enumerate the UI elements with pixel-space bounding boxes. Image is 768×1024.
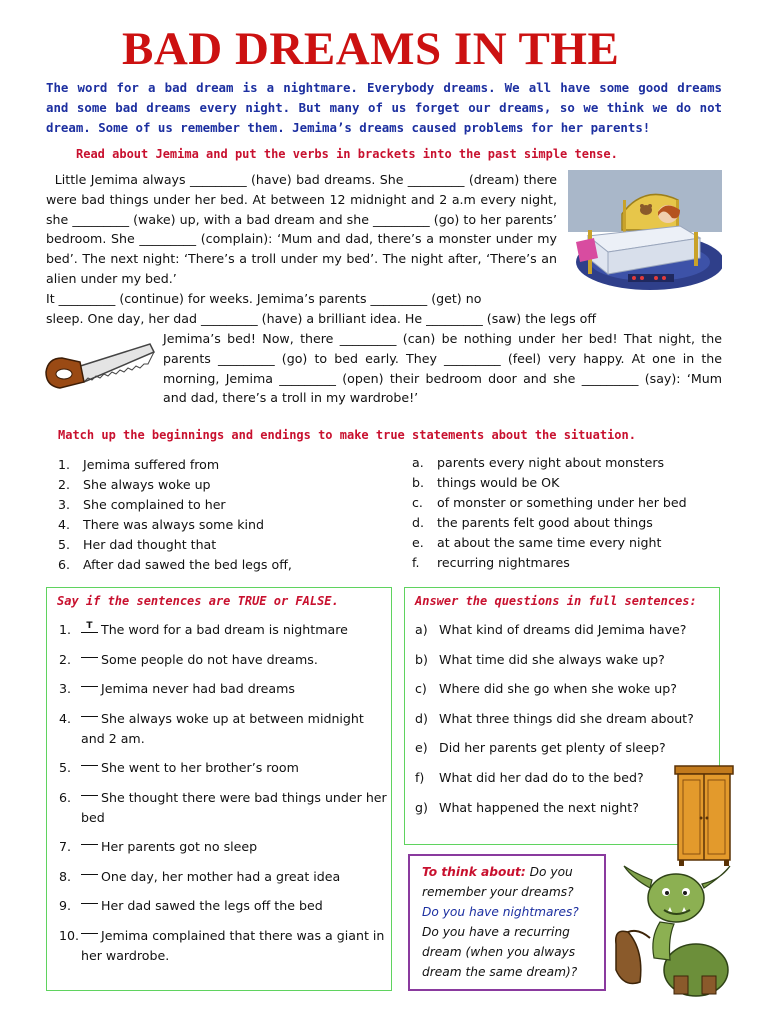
think-about-line-2: Do you have nightmares?: [422, 905, 579, 919]
past-tense-instruction: Read about Jemima and put the verbs in brackets into the past simple tense.: [76, 147, 618, 161]
item-number: 2.: [58, 477, 71, 492]
list-item: [415, 738, 715, 758]
list-item: [59, 620, 387, 640]
match-instruction: Match up the beginnings and endings to make true statements about the situation.: [58, 428, 636, 442]
list-item: [59, 896, 387, 916]
list-item: [58, 475, 388, 495]
saw-illustration: [44, 338, 156, 390]
story-part-b: [46, 289, 557, 309]
item-text: There was always some kind: [83, 517, 264, 532]
story-part-c: [46, 309, 722, 329]
list-item: [415, 620, 715, 640]
item-letter: a): [415, 622, 428, 637]
item-text: recurring nightmares: [437, 555, 570, 570]
list-item: [412, 533, 732, 553]
answer-blank[interactable]: [81, 795, 98, 796]
true-false-list: [59, 620, 387, 975]
questions-list: [415, 620, 715, 827]
story-text-d: Jemima’s bed! Now, there _________ (can) be nothing under her bed! That night, the parents _________ (go) to bed early. They _________ (feel) very happy. At one in the morning, Jemima _________ (open) their bedroom door and she _________ (say): ‘Mum and dad, there’s a troll in my wardrobe!’: [163, 331, 722, 406]
list-item: [59, 709, 387, 749]
item-text: Jemima never had bad dreams: [101, 681, 295, 696]
bedroom-illustration: [568, 170, 722, 290]
item-letter: f.: [412, 555, 420, 570]
true-false-title: Say if the sentences are TRUE or FALSE.: [57, 594, 339, 608]
answer-blank[interactable]: [81, 716, 98, 717]
list-item: [412, 473, 732, 493]
answer-blank[interactable]: [81, 874, 98, 875]
item-number: 1.: [58, 457, 71, 472]
answer-blank[interactable]: [81, 765, 98, 766]
true-false-box: [46, 587, 392, 991]
list-item: [415, 679, 715, 699]
list-item: [59, 926, 387, 966]
question-text: What happened the next night?: [439, 799, 639, 815]
item-letter: c): [415, 681, 427, 697]
answer-blank[interactable]: T: [81, 621, 98, 633]
item-text: One day, her mother had a great idea: [101, 868, 341, 884]
story-text-c: sleep. One day, her dad _________ (have) a brilliant idea. He _________ (saw) the legs off: [46, 311, 597, 326]
item-number: 8.: [59, 868, 72, 884]
item-number: 5.: [59, 760, 72, 775]
item-letter: e.: [412, 535, 424, 550]
item-number: 4.: [59, 710, 72, 726]
list-item: [58, 495, 388, 515]
list-item: [58, 515, 388, 535]
question-text: What did her dad do to the bed?: [439, 769, 644, 785]
list-item: [412, 453, 732, 473]
item-text: Her dad thought that: [83, 537, 217, 552]
story-part-d: [163, 329, 722, 408]
item-text: of monster or something under her bed: [437, 495, 687, 510]
item-text: Her parents got no sleep: [101, 839, 258, 854]
answer-blank[interactable]: [81, 657, 98, 658]
list-item: [59, 788, 387, 828]
list-item: [412, 493, 732, 513]
think-about-line-1: Do you remember your dreams?: [422, 865, 574, 899]
item-letter: c.: [412, 495, 423, 510]
list-item: [58, 535, 388, 555]
item-number: 3.: [58, 497, 71, 512]
match-endings-list: [412, 453, 732, 573]
answer-blank[interactable]: [81, 933, 98, 934]
item-number: 3.: [59, 681, 72, 696]
list-item: [415, 798, 715, 818]
intro-paragraph: The word for a bad dream is a nightmare. Everybody dreams. We all have some good dreams and some bad dreams every night. But many of us forget our dreams, so we think we do not dream. Some of us remember them. Jemima’s dreams caused problems for her parents!: [46, 80, 722, 135]
item-text: After dad sawed the bed legs off,: [83, 557, 292, 572]
think-about-box: [408, 854, 606, 991]
item-letter: d.: [412, 515, 424, 530]
question-text: What time did she always wake up?: [439, 651, 665, 667]
item-number: 1.: [59, 622, 72, 637]
list-item: [415, 709, 715, 729]
item-text: at about the same time every night: [437, 535, 662, 550]
item-number: 7.: [59, 839, 72, 854]
item-text: She thought there were bad things under her bed: [81, 789, 387, 825]
list-item: [59, 758, 387, 778]
list-item: [58, 455, 388, 475]
answer-blank[interactable]: [81, 903, 98, 904]
list-item: [58, 555, 388, 575]
page-title: BAD DREAMS IN THE: [122, 23, 620, 75]
item-text: She always woke up: [83, 477, 211, 492]
item-letter: a.: [412, 455, 424, 470]
think-about-label: To think about:: [422, 865, 526, 879]
item-text: Some people do not have dreams.: [101, 651, 318, 667]
item-number: 5.: [58, 537, 71, 552]
story-text-a: Little Jemima always _________ (have) bad dreams. She _________ (dream) there were bad things under her bed. At between 12 midnight and 2 a.m every night, she _________ (wake) up, with a bad dream and she _________ (go) to her parents’ bedroom. She _________ (complain): ‘Mum and dad, there’s a monster under my bed’. The next night: ‘There’s a troll under my bed’. The night after, ‘There’s an alien under my bed.’: [46, 172, 557, 286]
story-part-a: [46, 170, 557, 289]
item-number: 2.: [59, 651, 72, 667]
item-text: The word for a bad dream is nightmare: [101, 622, 348, 637]
item-text: things would be OK: [437, 475, 560, 490]
item-text: parents every night about monsters: [437, 455, 665, 470]
item-letter: g): [415, 799, 428, 815]
item-number: 6.: [59, 789, 72, 805]
item-text: Jemima complained that there was a giant in her wardrobe.: [81, 927, 385, 963]
think-about-text: [422, 862, 602, 982]
item-number: 6.: [58, 557, 71, 572]
question-text: Where did she go when she woke up?: [439, 681, 677, 697]
item-text: She complained to her: [83, 497, 226, 512]
item-letter: d): [415, 710, 428, 726]
think-about-line-3: Do you have a recurring dream (when you always dream the same dream)?: [422, 925, 578, 979]
item-number: 4.: [58, 517, 71, 532]
wardrobe-illustration: [673, 764, 735, 868]
item-letter: f): [415, 769, 425, 785]
item-text: Her dad sawed the legs off the bed: [101, 898, 323, 913]
item-text: the parents felt good about things: [437, 515, 653, 530]
item-text: Jemima suffered from: [83, 457, 220, 472]
list-item: [415, 768, 715, 788]
match-beginnings-list: [58, 455, 388, 575]
item-letter: e): [415, 740, 428, 756]
item-letter: b): [415, 651, 428, 667]
list-item: [59, 867, 387, 887]
item-text: She always woke up at between midnight and 2 am.: [81, 710, 364, 746]
list-item: [412, 553, 732, 573]
list-item: [412, 513, 732, 533]
item-text: She went to her brother’s room: [101, 760, 299, 775]
question-text: What three things did she dream about?: [439, 710, 694, 726]
troll-illustration: [610, 858, 734, 998]
question-text: Did her parents get plenty of sleep?: [439, 740, 666, 756]
item-letter: b.: [412, 475, 424, 490]
question-text: What kind of dreams did Jemima have?: [439, 622, 687, 637]
story-text-b: It _________ (continue) for weeks. Jemima’s parents _________ (get) no: [46, 291, 482, 306]
list-item: [59, 650, 387, 670]
list-item: [59, 837, 387, 857]
answer-blank[interactable]: [81, 686, 98, 687]
questions-title: Answer the questions in full sentences:: [415, 594, 697, 608]
list-item: [59, 679, 387, 699]
list-item: [415, 650, 715, 670]
item-number: 10.: [59, 927, 80, 943]
item-number: 9.: [59, 898, 72, 913]
answer-blank[interactable]: [81, 844, 98, 845]
